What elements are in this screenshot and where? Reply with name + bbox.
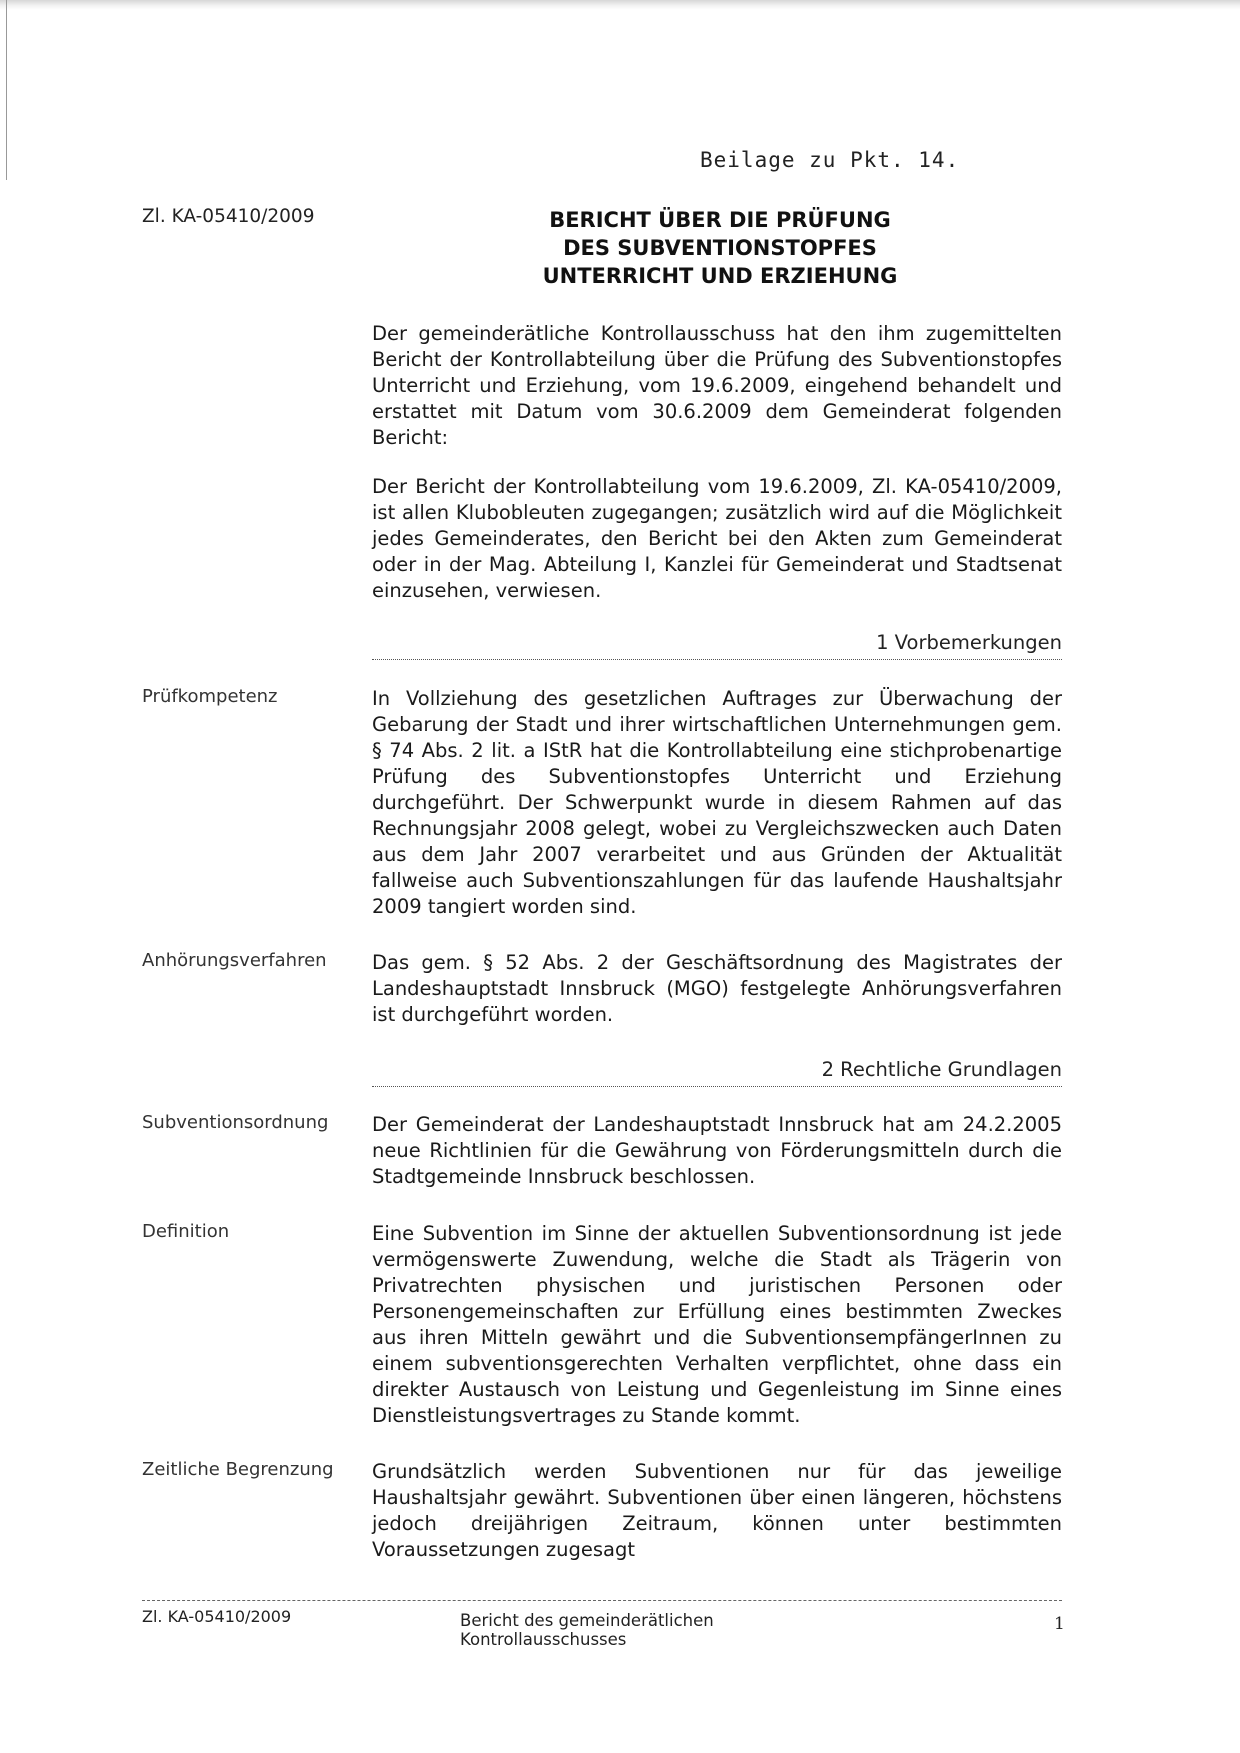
scan-edge-top xyxy=(0,0,1240,10)
scan-edge-left xyxy=(6,0,7,180)
side-label-anhoerungsverfahren: Anhörungsverfahren xyxy=(142,950,327,971)
footer-title: Bericht des gemeinderätlichen Kontrollausschusses xyxy=(460,1611,714,1649)
side-label-zeitliche-begrenzung: Zeitliche Begrenzung xyxy=(142,1459,334,1480)
side-label-subventionsordnung: Subventionsordnung xyxy=(142,1112,329,1133)
paragraph-zeitliche-begrenzung: Grundsätzlich werden Subventionen nur für das jeweilige Haushaltsjahr gewährt. Subventionen über einen längeren, höchstens jedoch dreijährigen Zeitraum, können unter bestimmten Voraussetzungen zugesagt xyxy=(372,1460,1062,1561)
report-title xyxy=(480,206,960,290)
footer-reference: Zl. KA-05410/2009 xyxy=(142,1607,292,1626)
title-line-2: DES SUBVENTIONSTOPFES xyxy=(563,236,877,260)
section-heading-vorbemerkungen xyxy=(372,631,1062,661)
intro-paragraph-1: Der gemeinderätliche Kontrollausschuss hat den ihm zugemittelten Bericht der Kontrollabteilung über die Prüfung des Subventionstopfes Unterricht und Erziehung, vom 19.6.2009, eingehend behandelt und erstattet mit Datum vom 30.6.2009 dem Gemeinderat folgenden Bericht: xyxy=(372,322,1062,449)
paragraph-subventionsordnung: Der Gemeinderat der Landeshauptstadt Innsbruck hat am 24.2.2005 neue Richtlinien für die Gewährung von Förderungsmitteln durch die Stadtgemeinde Innsbruck beschlossen. xyxy=(372,1113,1062,1188)
title-line-1: BERICHT ÜBER DIE PRÜFUNG xyxy=(549,208,891,232)
section-heading-rechtliche-grundlagen xyxy=(372,1058,1062,1088)
attachment-note: Beilage zu Pkt. 14. xyxy=(700,148,960,172)
paragraph-anhoerungsverfahren: Das gem. § 52 Abs. 2 der Geschäftsordnung des Magistrates der Landeshauptstadt Innsbruck (MGO) festgelegte Anhörungsverfahren ist durchgeführt worden. xyxy=(372,951,1062,1026)
side-label-pruefkompetenz: Prüfkompetenz xyxy=(142,686,278,707)
reference-number: Zl. KA-05410/2009 xyxy=(142,206,315,227)
section-divider xyxy=(372,659,1062,660)
title-line-3: UNTERRICHT UND ERZIEHUNG xyxy=(542,264,898,288)
footer-divider xyxy=(142,1600,1062,1601)
section-heading-label: 2 Rechtliche Grundlagen xyxy=(816,1058,1062,1081)
section-heading-label: 1 Vorbemerkungen xyxy=(870,631,1062,654)
paragraph-pruefkompetenz: In Vollziehung des gesetzlichen Auftrages zur Überwachung der Gebarung der Stadt und ihrer wirtschaftlichen Unternehmungen gem. § 74 Abs. 2 lit. a IStR hat die Kontrollabteilung eine stichprobenartige Prüfung des Subventionstopfes Unterricht und Erziehung durchgeführt. Der Schwerpunkt wurde in diesem Rahmen auf das Rechnungsjahr 2008 gelegt, wobei zu Vergleichszwecken auch Daten aus dem Jahr 2007 verarbeitet und aus Gründen der Aktualität fallweise auch Subventionszahlungen für das laufende Haushaltsjahr 2009 tangiert worden sind. xyxy=(372,687,1062,918)
paragraph-definition: Eine Subvention im Sinne der aktuellen Subventionsordnung ist jede vermögenswerte Zuwendung, welche die Stadt als Trägerin von Privatrechten physischen und juristischen Personen oder Personengemeinschaften zur Erfüllung eines bestimmten Zweckes aus ihren Mitteln gewährt und die SubventionsempfängerInnen zu einem subventionsgerechten Verhalten verpflichtet, ohne dass ein direkter Austausch von Leistung und Gegenleistung im Sinne eines Dienstleistungsvertrages zu Stande kommt. xyxy=(372,1222,1062,1427)
intro-paragraph-2: Der Bericht der Kontrollabteilung vom 19.6.2009, Zl. KA-05410/2009, ist allen Klubobleuten zugegangen; zusätzlich wird auf die Möglichkeit jedes Gemeinderates, den Bericht bei den Akten zum Gemeinderat oder in der Mag. Abteilung I, Kanzlei für Gemeinderat und Stadtsenat einzusehen, verwiesen. xyxy=(372,475,1062,602)
page-number: 1 xyxy=(1054,1614,1065,1634)
section-divider xyxy=(372,1086,1062,1087)
side-label-definition: Definition xyxy=(142,1221,230,1242)
